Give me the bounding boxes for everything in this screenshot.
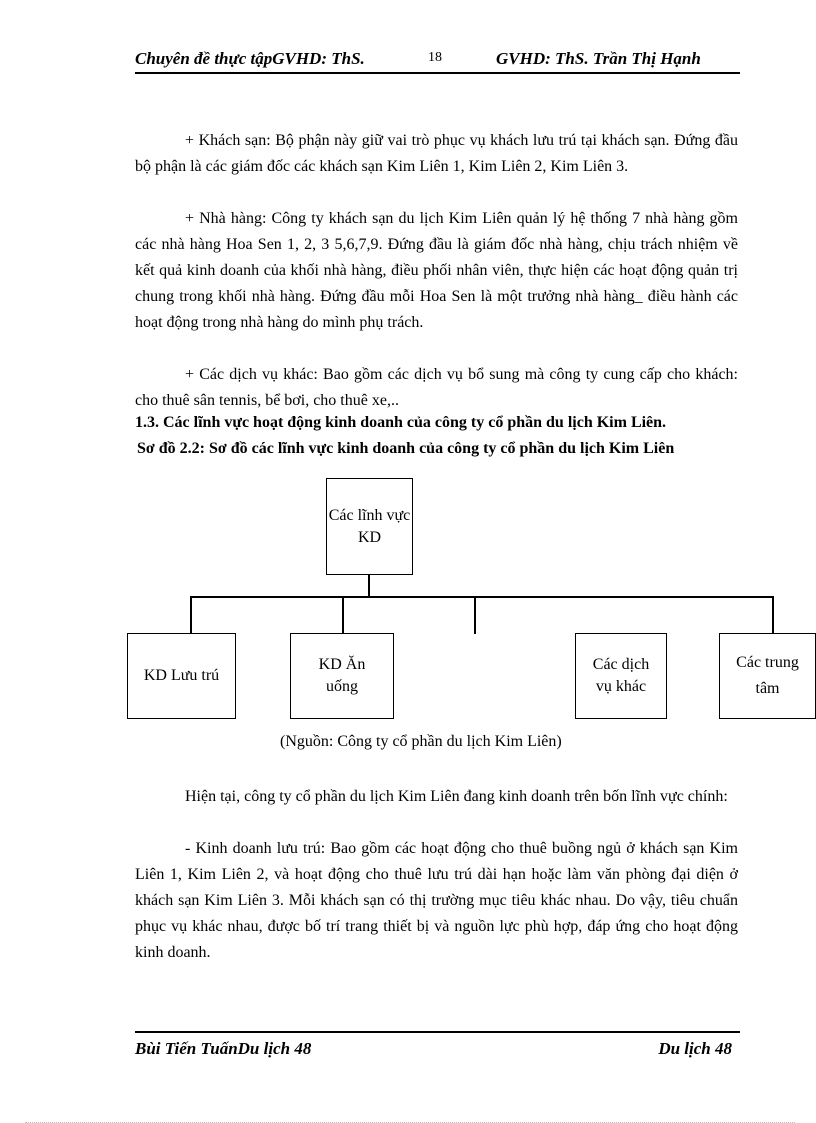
paragraph-other-services-text: + Các dịch vụ khác: Bao gồm các dịch vụ bổ sung mà công ty cung cấp cho khách: cho thuê sân tennis, bể bơi, cho thuê xe,.. <box>135 366 738 409</box>
connector-drop-3 <box>474 596 476 634</box>
connector-root-vertical <box>368 575 370 597</box>
connector-drop-2 <box>342 596 344 634</box>
paragraph-accommodation-business <box>135 836 738 966</box>
paragraph-hotel-text: + Khách sạn: Bộ phận này giữ vai trò phục vụ khách lưu trú tại khách sạn. Đứng đầu bộ phận là các giám đốc các khách sạn Kim Liên 1, Kim Liên 2, Kim Liên 3. <box>135 132 738 175</box>
paragraph-hotel <box>135 128 738 180</box>
connector-drop-1 <box>190 596 192 634</box>
paragraph-current-business <box>135 784 738 810</box>
footer-left-text: Bùi Tiến TuấnDu lịch 48 <box>135 1039 312 1058</box>
connector-horizontal <box>190 596 773 598</box>
diagram-title: Sơ đồ 2.2: Sơ đồ các lĩnh vực kinh doanh của công ty cổ phần du lịch Kim Liên <box>137 440 675 457</box>
diagram-root-label: Các lĩnh vực KD <box>328 506 411 546</box>
connector-drop-4 <box>772 596 774 634</box>
page-header <box>135 46 740 74</box>
diagram-label-accommodation: KD Lưu trú <box>143 667 220 684</box>
page-footer <box>135 1031 740 1063</box>
footer-right-text: Du lịch 48 <box>658 1039 732 1058</box>
paragraph-accommodation-business-text: - Kinh doanh lưu trú: Bao gồm các hoạt động cho thuê buồng ngủ ở khách sạn Kim Liên 1, Kim Liên 2, và hoạt động cho thuê lưu trú dài hạn hoặc làm văn phòng đại diện ở khách sạn Kim Liên 3. Mỗi khách sạn có thị trường mục tiêu khác nhau. Do vậy, tiêu chuẩn phục vụ khác nhau, được bố trí trang thiết bị và nguồn lực phù hợp, đáp ứng cho hoạt động kinh doanh. <box>135 840 738 961</box>
paragraph-other-services <box>135 362 738 414</box>
paragraph-restaurant-text: + Nhà hàng: Công ty khách sạn du lịch Kim Liên quản lý hệ thống 7 nhà hàng gồm các nhà hàng Hoa Sen 1, 2, 3 5,6,7,9. Đứng đầu là giám đốc nhà hàng, chịu trách nhiệm về kết quả kinh doanh của khối nhà hàng, điều phối nhân viên, thực hiện các hoạt động quản trị chung trong khối nhà hàng. Đứng đầu mỗi Hoa Sen là một trưởng nhà hàng_ điều hành các hoạt động trong nhà hàng do mình phụ trách. <box>135 210 738 331</box>
header-left-text: Chuyên đề thực tậpGVHD: ThS. <box>135 49 365 68</box>
paragraph-current-business-text: Hiện tại, công ty cổ phần du lịch Kim Liên đang kinh doanh trên bốn lĩnh vực chính: <box>185 788 728 805</box>
diagram-box-food <box>290 633 394 719</box>
diagram-label-other-services: Các dịch vụ khác <box>592 656 650 695</box>
source-caption: (Nguồn: Công ty cổ phần du lịch Kim Liên) <box>280 733 562 750</box>
diagram-box-other-services <box>575 633 667 719</box>
diagram-label-centers: Các trung tâm <box>736 654 799 697</box>
diagram-label-food: KD Ăn uống <box>318 656 366 695</box>
section-heading: 1.3. Các lĩnh vực hoạt động kinh doanh của công ty cổ phần du lịch Kim Liên. <box>135 414 667 431</box>
diagram-box-accommodation <box>127 633 236 719</box>
header-right-text: GVHD: ThS. Trần Thị Hạnh <box>496 49 701 68</box>
diagram-box-centers <box>719 633 816 719</box>
page-number: 18 <box>428 50 442 65</box>
diagram-root-box <box>326 478 413 575</box>
paragraph-restaurant <box>135 206 738 336</box>
